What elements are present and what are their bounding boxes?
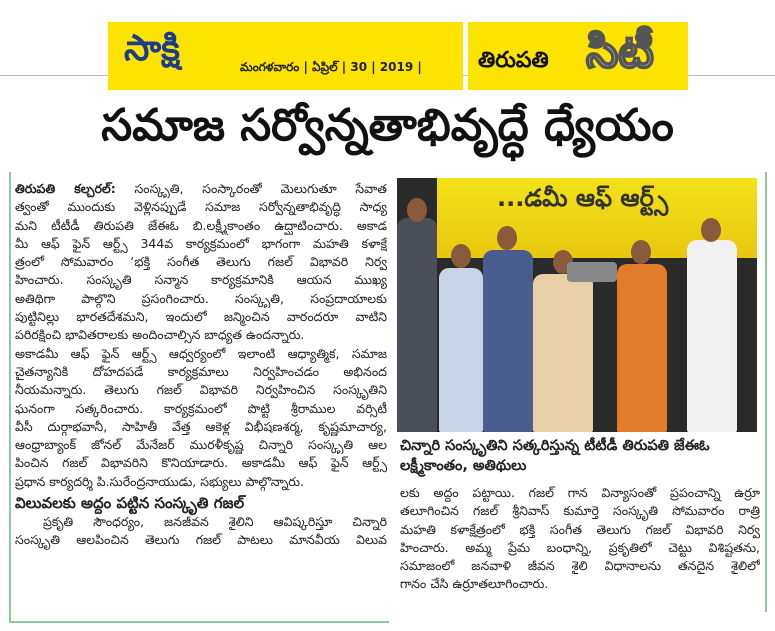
headline: సమాజ సర్వోన్నతాభివృద్ధే ధ్యేయం <box>101 100 674 151</box>
article-line: సంస్కృతి ఆలపించిన తెలుగు గజల్ పాటలు మానవీయ విలువ <box>15 532 387 548</box>
issue-date: మంగళవారం | ఏప్రిల్ | 30 | 2019 | <box>240 60 422 74</box>
article-line: పుట్టినిల్లు భారతదేశమని, ఇందులో జన్మించిన వారందరూ వాటిని <box>15 309 387 325</box>
article-left-column <box>15 180 387 550</box>
person-head <box>497 226 517 250</box>
article-line: సమాజంలో జనవాళి జీవన శైలి విధానాలను తనదైన శైలిలో <box>400 558 760 574</box>
person <box>533 274 593 432</box>
person-head <box>701 218 721 242</box>
person-head <box>631 240 651 264</box>
memento <box>567 262 617 282</box>
article-line: గానం చేసి ఉర్రూతలూగించారు. <box>400 576 549 592</box>
caption-line: చిన్నారి సంస్కృతిని సత్కరిస్తున్న టీటీడీ తిరుపతి జేఈఓ <box>400 438 710 454</box>
masthead-logo-panel <box>108 22 463 90</box>
section-title: సిటీ <box>586 24 654 78</box>
person <box>439 268 483 432</box>
photo-banner: ...డమీ ఆఫ్ ఆర్ట్స్ <box>437 178 757 258</box>
article-line: మహతి కళాక్షేత్రంలో భక్తి సంగీత తెలుగు గజల్ విభావరి నిర్వ <box>400 521 760 537</box>
article-line: హించారు. అమ్మ ప్రేమ బంధాన్ని, ప్రకృతిలో చెట్టు విశిష్టతను, <box>400 539 760 555</box>
article-line: త్వంతో ముందుకు వెళ్లినప్పుడే సమాజ సర్వోన్నతాభివృద్ధి సాధ్య <box>15 199 387 215</box>
column-border-left <box>9 172 11 623</box>
photo-caption <box>400 436 760 476</box>
article-line: వీసీ దుర్గాభవానీ, సాహితీ వేత్త ఆకెళ్ల విభీషణశర్మ, కృష్ణమాచార్య, <box>15 418 387 434</box>
person-head <box>451 244 471 268</box>
article-line: ప్రకృతి సౌంధర్యం, జనజీవన శైలిని ఆవిష్కరిస్తూ చిన్నారి <box>43 514 387 530</box>
person-head <box>407 198 427 222</box>
article-line: నీయమన్నారు. తెలుగు గజల్ విభావరి నిర్వహించిన సంస్కృతిని <box>15 382 387 398</box>
article-line: ప్రధాన కార్యదర్శి పి.సురేంద్రనాయుడు, సభ్యులు పాల్గొన్నారు. <box>15 473 304 489</box>
column-border-bottom <box>9 621 389 623</box>
column-border-right <box>765 172 767 612</box>
article-line: పరిరక్షించి భావితరాలకు అందించాల్సిన బాధ్యత ఉందన్నారు. <box>15 327 305 343</box>
person <box>397 218 437 432</box>
person <box>483 250 533 432</box>
masthead-city-panel <box>468 22 688 90</box>
article-line: ఆంధ్రాబ్యాంక్ జోనల్ మేనేజర్ మురళీకృష్ణ చిన్నారి సంస్కృతి ఆల <box>15 437 387 453</box>
article-line: అతిథిగా పాల్గొని ప్రసంగించారు. సంస్కృతి, సంప్రదాయాలకు <box>15 290 387 306</box>
article-line: తలూగించిన గజల్ శ్రీనివాస్ కుమార్తె సంస్కృతి సోమవారం రాత్రి <box>400 503 760 519</box>
article-line: పించిన గజల్ విభావరిని కొనియాడారు. అకాడమీ ఆఫ్ ఫైన్ ఆర్ట్స్ <box>15 455 387 471</box>
article-right-column <box>400 484 760 594</box>
city-name: తిరుపతి <box>478 48 549 73</box>
article-line: హించారు. సంస్కృతి సన్మాన కార్యక్రమానికి ఆయన ముఖ్య <box>15 272 387 288</box>
article-line: చైతన్యానికి దోహదపడే కార్యక్రమాలు నిర్వహించడం అభినంద <box>15 363 387 379</box>
dateline: తిరుపతి కల్చరల్: <box>15 181 116 196</box>
person <box>617 264 667 432</box>
article-line: తిరుపతి కల్చరల్: సంస్కృతి, సంస్కారంతో మెలుగుతూ సేవాత <box>15 181 387 196</box>
article-line: అకాడమీ ఆఫ్ ఫైన్ ఆర్ట్స్ ఆధ్వర్యంలో ఇలాంటి ఆధ్యాత్మిక, సమాజ <box>15 345 387 361</box>
person <box>687 240 737 432</box>
caption-line: లక్ష్మీకాంతం, అతిథులు <box>400 458 527 474</box>
article-line: మని టీటీడీ తిరుపతి జేఈఓ బి.లక్ష్మీకాంతం ఉద్ఘాటించారు. అకాడ <box>15 217 387 233</box>
article-line: ఘనంగా సత్కరించారు. కార్యక్రమంలో పొట్టి శ్రీరాముల వర్సిటీ <box>15 400 387 416</box>
event-photo <box>397 178 757 432</box>
article-line: లకు అద్దం పట్టాయి. గజల్ గాన విన్యాసంతో ప్రపంచాన్ని ఉర్రూ <box>400 485 760 500</box>
subheading: విలువలకు అద్దం పట్టిన సంస్కృతి గజల్ <box>15 494 245 513</box>
sakshi-logo: సాక్షి <box>124 28 180 69</box>
article-line: మీ ఆఫ్ ఫైన్ ఆర్ట్స్ 344వ కార్యక్రమంలో భాగంగా మహతి కళాక్షే <box>15 235 387 251</box>
article-line: త్రంలో సోమవారం ‘భక్తి సంగీత తెలుగు గజల్ విభావరి నిర్వ <box>15 254 387 270</box>
